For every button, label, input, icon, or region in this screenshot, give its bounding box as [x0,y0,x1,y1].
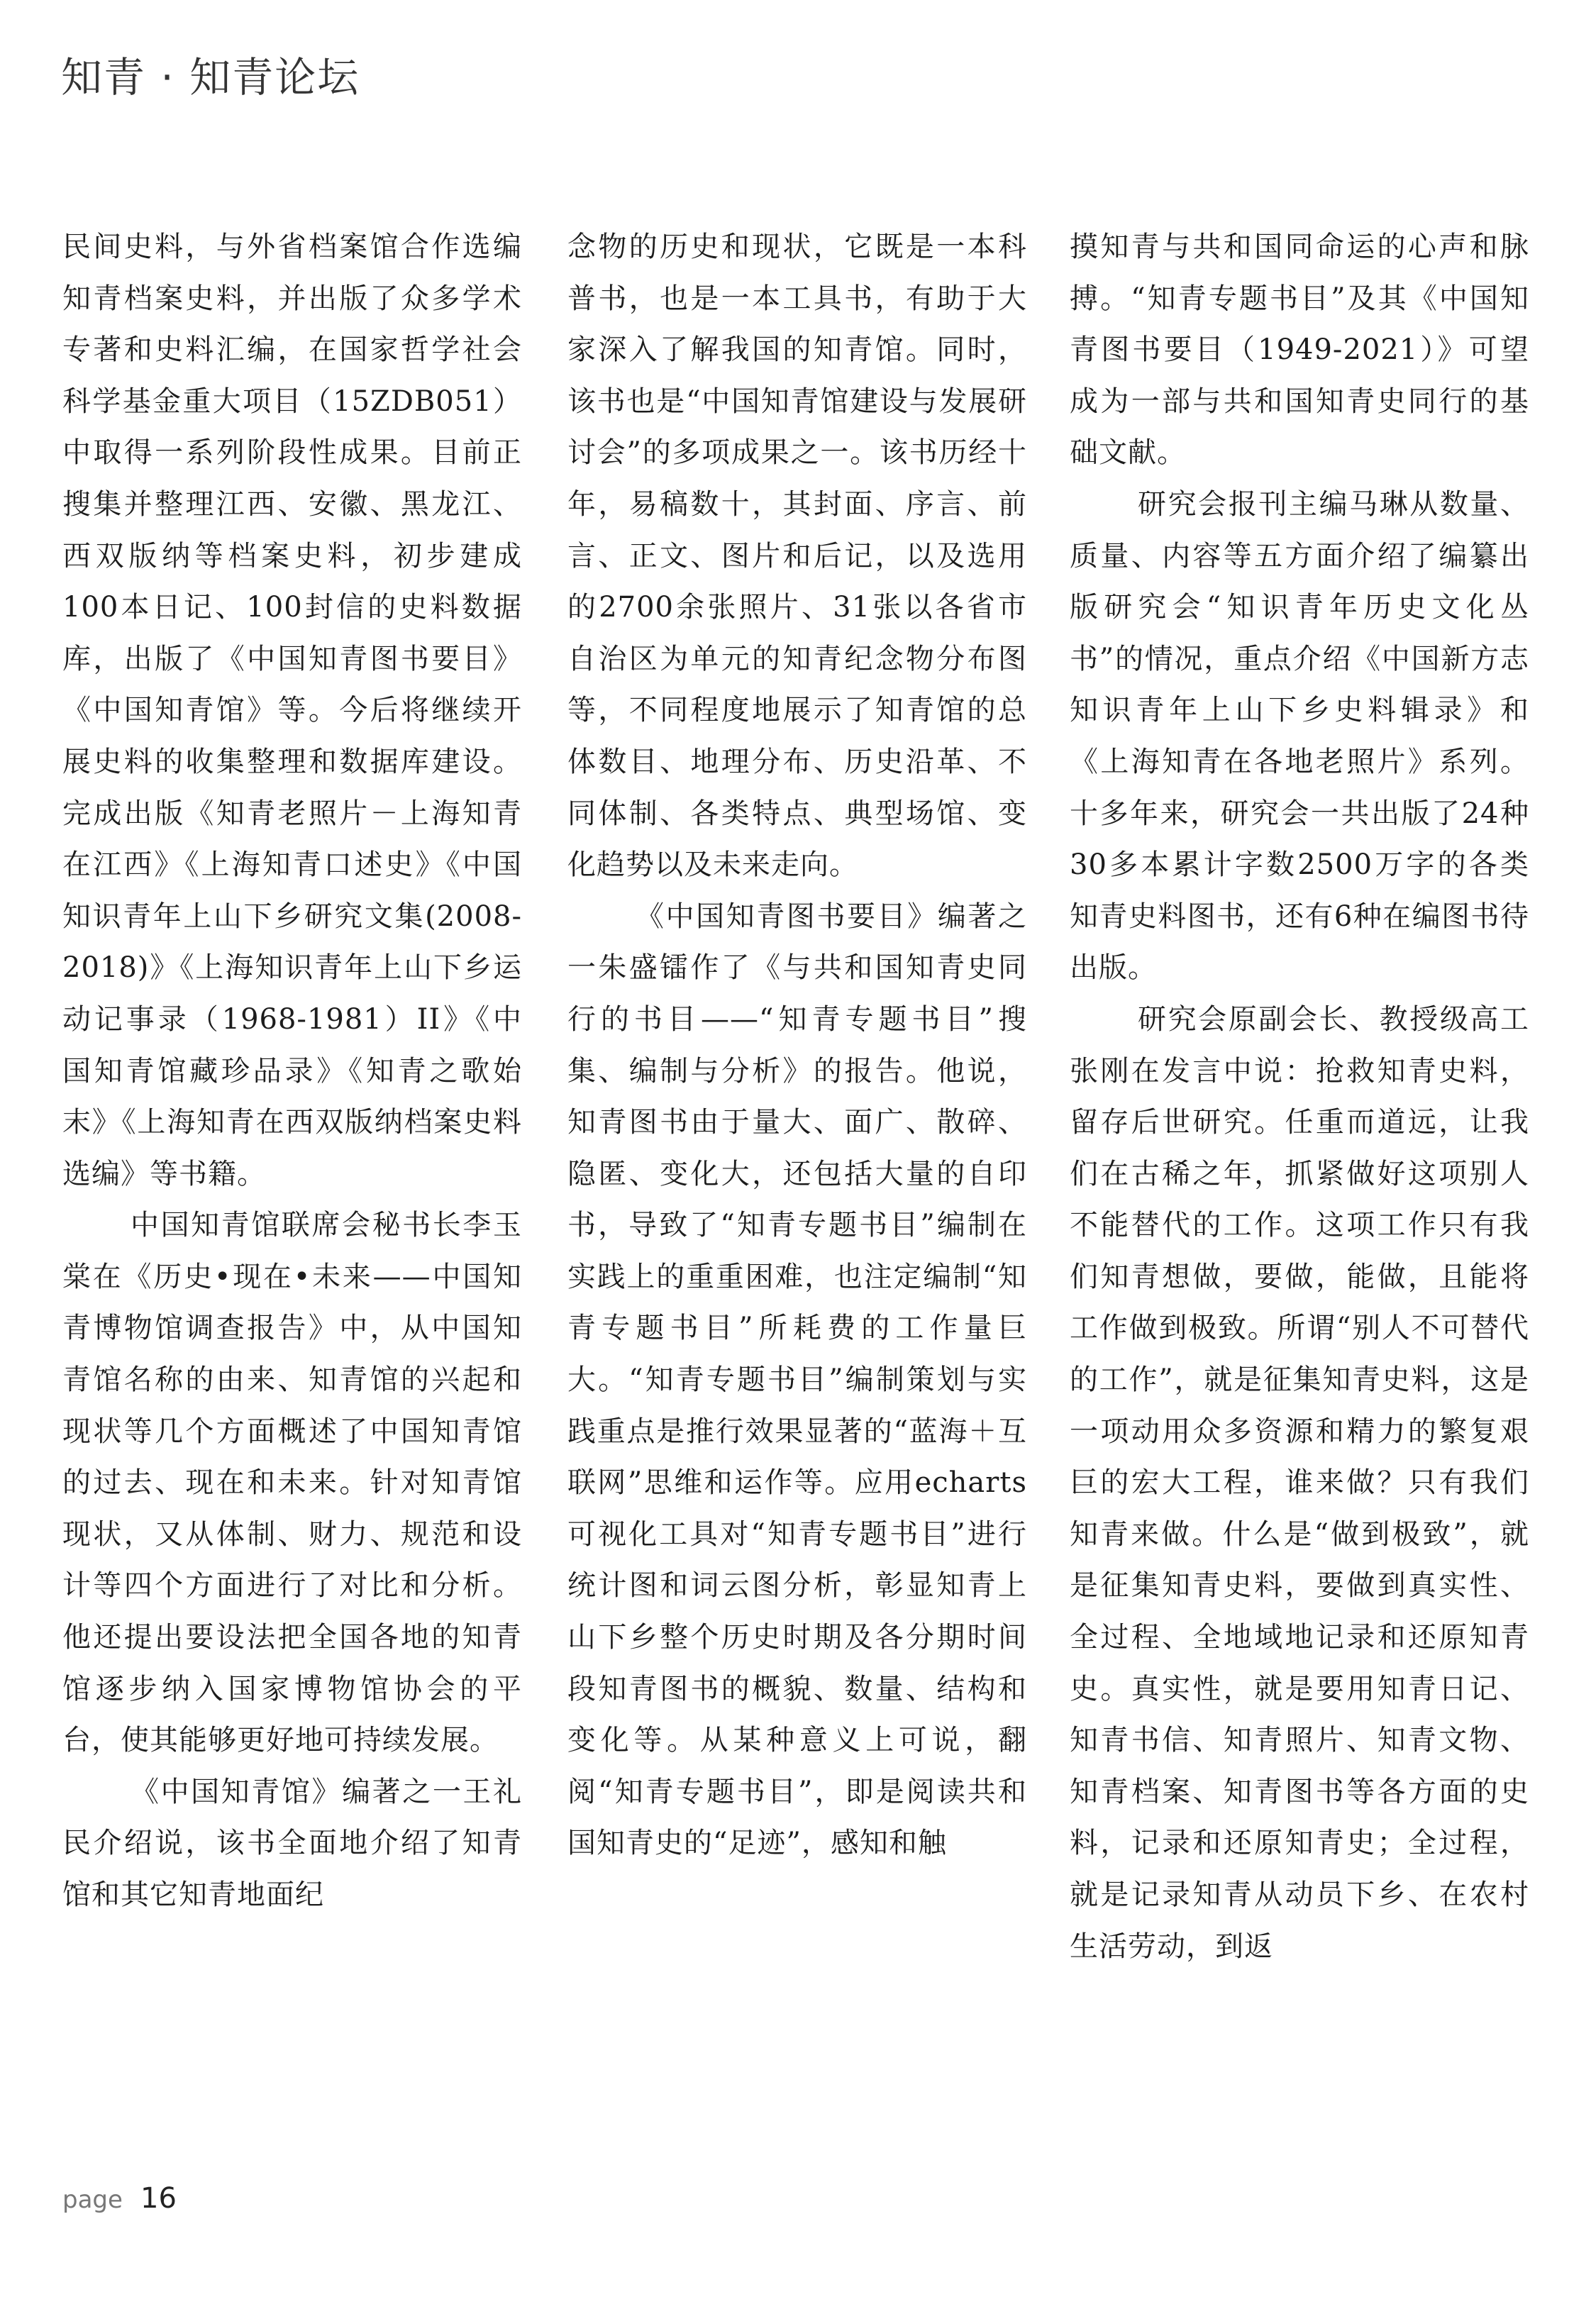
paragraph: 民间史料，与外省档案馆合作选编知青档案史料，并出版了众多学术专著和史料汇编，在国家哲学社会科学基金重大项目（15ZDB051）中取得一系列阶段性成果。目前正搜集并整理江西、安徽、黑龙江、西双版纳等档案史料，初步建成100本日记、100封信的史料数据库，出版了《中国知青图书要目》《中国知青馆》等。今后将继续开展史料的收集整理和数据库建设。完成出版《知青老照片－上海知青在江西》《上海知青口述史》《中国知识青年上山下乡研究文集(2008-2018)》《上海知识青年上山下乡运动记事录（1968-1981）II》《中国知青馆藏珍品录》《知青之歌始末》《上海知青在西双版纳档案史料选编》等书籍。 [62,231,522,1190]
page-footer [62,2182,177,2215]
page-label: page [62,2186,123,2214]
paragraph: 研究会原副会长、教授级高工张刚在发言中说：抢救知青史料，留存后世研究。任重而道远，让我们在古稀之年，抓紧做好这项别人不能替代的工作。这项工作只有我们知青想做，要做，能做，且能将工作做到极致。所谓“别人不可替代的工作”，就是征集知青史料，这是一项动用众多资源和精力的繁复艰巨的宏大工程，谁来做？只有我们知青来做。什么是“做到极致”，就是征集知青史料，要做到真实性、全过程、全地域地记录和还原知青史。真实性，就是要用知青日记、知青书信、知青照片、知青文物、知青档案、知青图书等各方面的史料，记录和还原知青史；全过程，就是记录知青从动员下乡、在农村生活劳动，到返 [1070,1002,1529,1963]
paragraph: 中国知青馆联席会秘书长李玉棠在《历史•现在•未来——中国知青博物馆调查报告》中，从中国知青馆名称的由来、知青馆的兴起和现状等几个方面概述了中国知青馆的过去、现在和未来。针对知青馆现状，又从体制、财力、规范和设计等四个方面进行了对比和分析。他还提出要设法把全国各地的知青馆逐步纳入国家博物馆协会的平台，使其能够更好地可持续发展。 [62,1209,522,1757]
text-column-2 [567,221,1027,1869]
running-header: 知青 · 知青论坛 [61,53,360,101]
paragraph: 念物的历史和现状，它既是一本科普书，也是一本工具书，有助于大家深入了解我国的知青馆。同时，该书也是“中国知青馆建设与发展研讨会”的多项成果之一。该书历经十年，易稿数十，其封面、序言、前言、正文、图片和后记，以及选用的2700余张照片、31张以各省市自治区为单元的知青纪念物分布图等，不同程度地展示了知青馆的总体数目、地理分布、历史沿革、不同体制、各类特点、典型场馆、变化趋势以及未来走向。 [567,231,1027,882]
page-number: 16 [140,2182,177,2215]
paragraph: 研究会报刊主编马琳从数量、质量、内容等五方面介绍了编纂出版研究会“知识青年历史文化丛书”的情况，重点介绍《中国新方志知识青年上山下乡史料辑录》和《上海知青在各地老照片》系列。十多年来，研究会一共出版了24种30多本累计字数2500万字的各类知青史料图书，还有6种在编图书待出版。 [1070,487,1529,985]
paragraph: 《中国知青馆》编著之一王礼民介绍说，该书全面地介绍了知青馆和其它知青地面纪 [62,1775,522,1911]
paragraph: 摸知青与共和国同命运的心声和脉搏。“知青专题书目”及其《中国知青图书要目（1949-2021）》可望成为一部与共和国知青史同行的基础文献。 [1070,231,1529,470]
text-column-1 [62,221,522,1921]
paragraph: 《中国知青图书要目》编著之一朱盛镭作了《与共和国知青史同行的书目——“知青专题书目”搜集、编制与分析》的报告。他说，知青图书由于量大、面广、散碎、隐匿、变化大，还包括大量的自印书，导致了“知青专题书目”编制在实践上的重重困难，也注定编制“知青专题书目”所耗费的工作量巨大。“知青专题书目”编制策划与实践重点是推行效果显著的“蓝海＋互联网”思维和运作等。应用echarts可视化工具对“知青专题书目”进行统计图和词云图分析，彰显知青上山下乡整个历史时期及各分期时间段知青图书的概貌、数量、结构和变化等。从某种意义上可说，翻阅“知青专题书目”，即是阅读共和国知青史的“足迹”，感知和触 [567,900,1027,1860]
text-column-3 [1070,221,1529,1972]
